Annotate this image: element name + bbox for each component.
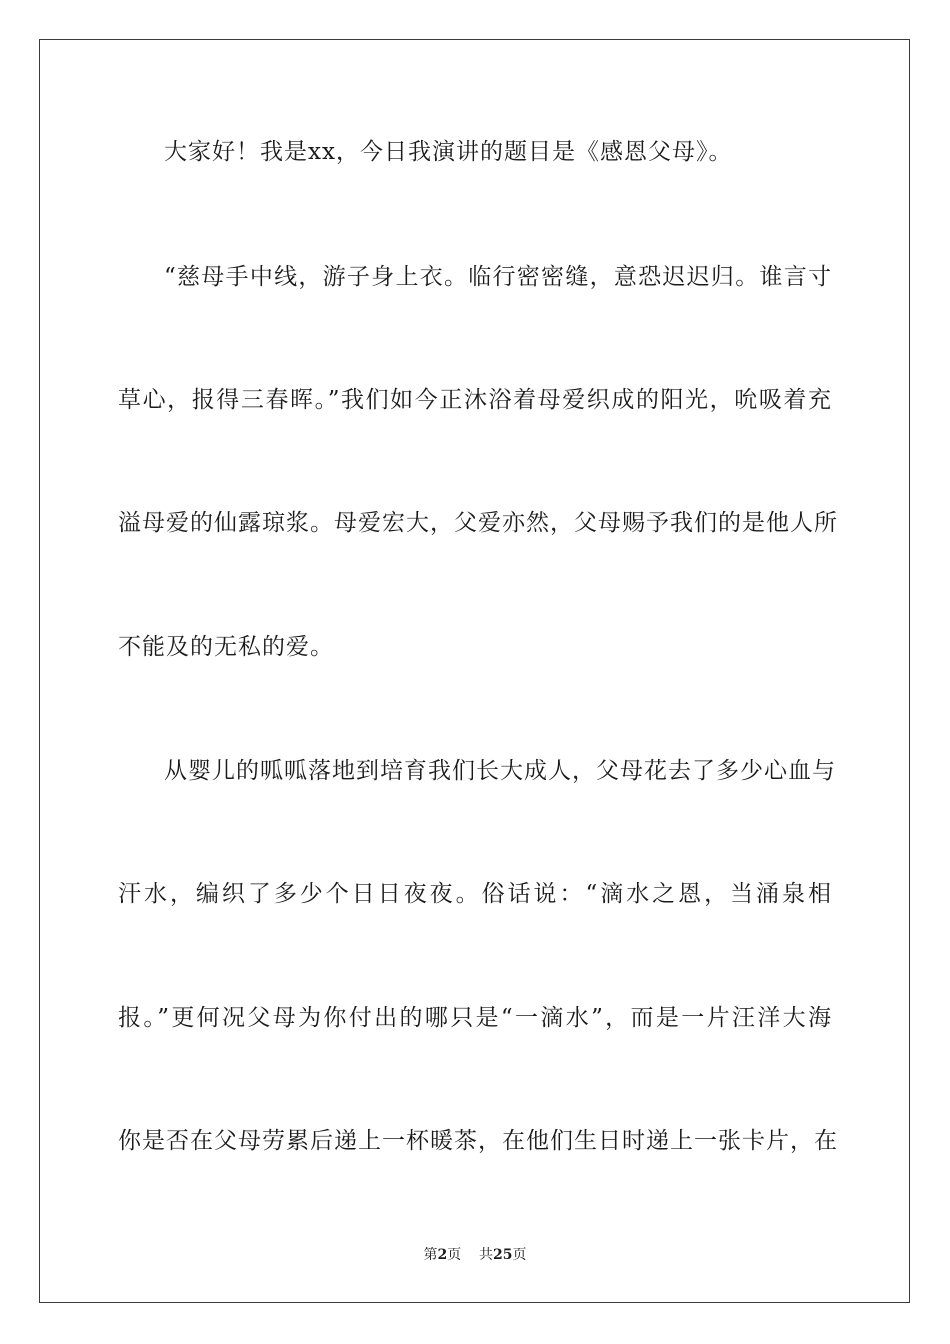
paragraph-gratitude-line-3: 报。”更何况父母为你付出的哪只是“一滴水”，而是一片汪洋大海 [118,1005,832,1031]
paragraph-greeting-line: 大家好！我是xx，今日我演讲的题目是《感恩父母》。 [164,139,733,165]
footer-total-pages: 25 [493,1247,513,1263]
paragraph-gratitude-line-1: 从婴儿的呱呱落地到培育我们长大成人，父母花去了多少心血与 [164,758,836,784]
paragraph-poem-line-4: 不能及的无私的爱。 [118,634,334,660]
paragraph-poem-line-3: 溢母爱的仙露琼浆。母爱宏大，父爱亦然，父母赐予我们的是他人所 [118,510,838,536]
paragraph-poem-line-1: “慈母手中线，游子身上衣。临行密密缝，意恐迟迟归。谁言寸 [164,264,832,290]
page-footer [0,1246,950,1264]
footer-page-prefix: 第 [423,1247,438,1263]
footer-total-prefix: 共 [479,1247,494,1263]
paragraph-gratitude-line-4: 你是否在父母劳累后递上一杯暖茶，在他们生日时递上一张卡片，在 [118,1128,838,1154]
paragraph-gratitude-line-2: 汗水，编织了多少个日日夜夜。俗话说：“滴水之恩，当涌泉相 [118,881,832,907]
footer-page-number: 2 [437,1247,448,1263]
paragraph-poem-line-2: 草心，报得三春晖。”我们如今正沐浴着母爱织成的阳光，吮吸着充 [118,387,832,413]
footer-total-suffix: 页 [512,1247,527,1263]
footer-page-suffix: 页 [447,1247,462,1263]
page-border [39,39,910,1303]
